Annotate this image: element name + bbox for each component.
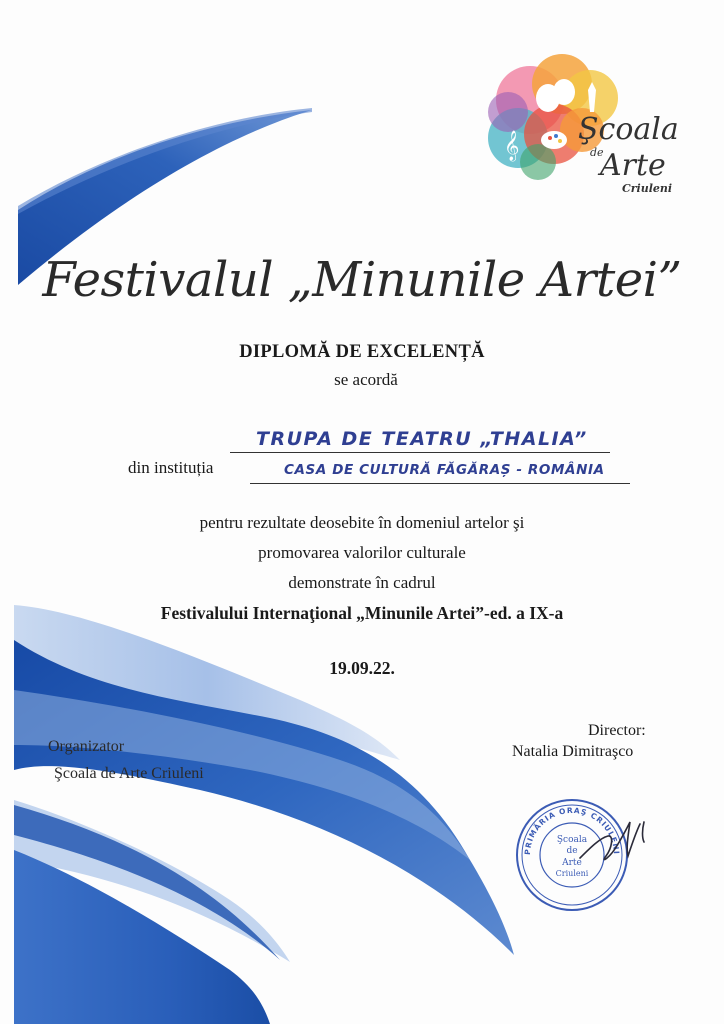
recipient-name: TRUPA DE TEATRU „THALIA” <box>256 428 588 450</box>
institution-underline <box>250 483 630 484</box>
svg-text:𝄞: 𝄞 <box>504 131 520 161</box>
stamp-text-2: de <box>566 846 578 856</box>
festival-title: Festivalul „Minunile Artei” <box>42 252 682 308</box>
awarded-text: se acordă <box>334 370 398 389</box>
stamp-text-1: Şcoala <box>556 835 588 845</box>
stamp-outer-text: PRIMĂRIA ORAŞ CRIULENI <box>522 805 622 856</box>
logo-text-criuleni: Criuleni <box>622 182 673 195</box>
award-date: 19.09.22. <box>329 658 395 678</box>
stamp-text-4: Criuleni <box>555 869 589 878</box>
director-name: Natalia Dimitraşco <box>512 743 634 760</box>
body-line-1: pentru rezultate deosebite în domeniul artelor şi <box>199 513 525 532</box>
logo-text-arte: Arte <box>600 148 666 183</box>
organizer-name: Şcoala de Arte Criuleni <box>54 765 204 782</box>
diploma-heading: DIPLOMĂ DE EXCELENȚĂ <box>239 342 485 362</box>
institution-label: din instituția <box>128 458 214 477</box>
organizer-title: Organizator <box>48 738 125 755</box>
body-line-4: Festivalului Internaţional „Minunile Artei”-ed. a IX-a <box>160 603 564 623</box>
logo-text-scoala: Şcoala <box>578 112 679 147</box>
recipient-underline <box>230 452 610 453</box>
institution-value: CASA DE CULTURĂ FĂGĂRAȘ - ROMÂNIA <box>284 462 605 478</box>
body-line-2: promovarea valorilor culturale <box>258 543 466 562</box>
stamp-text-3: Arte <box>562 858 582 868</box>
director-signature <box>570 808 660 878</box>
body-line-3: demonstrate în cadrul <box>288 573 436 592</box>
director-title: Director: <box>588 722 646 739</box>
logo-text-de: de <box>590 146 604 159</box>
